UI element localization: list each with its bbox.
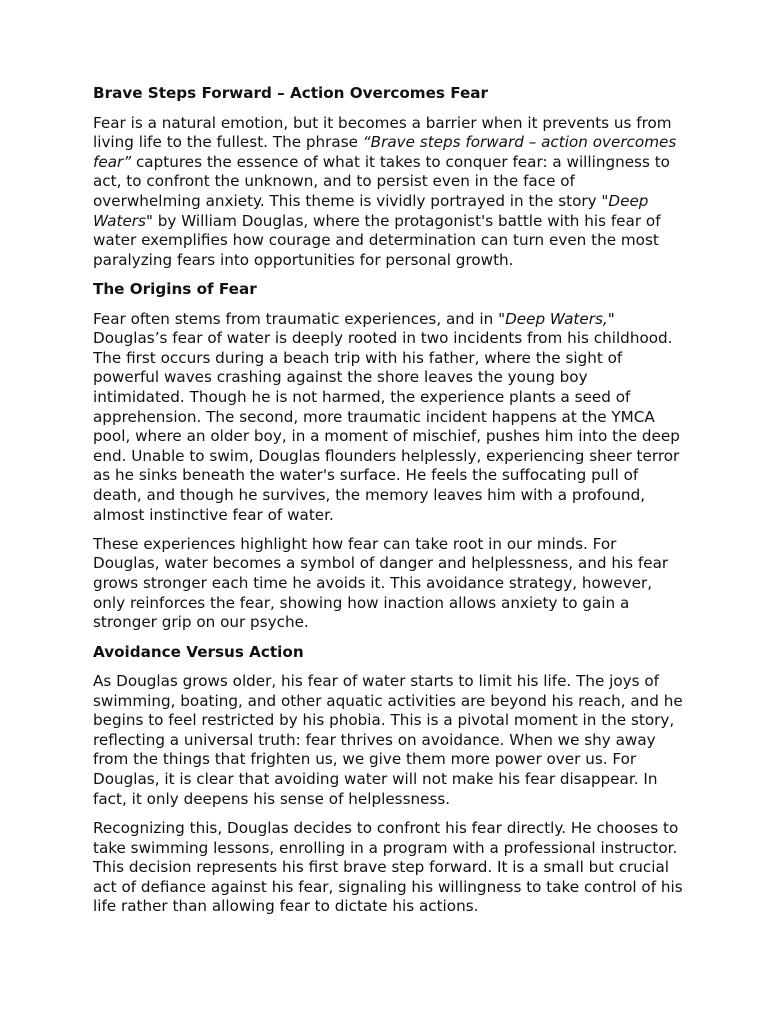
avoidance-paragraph-1: As Douglas grows older, his fear of water starts to limit his life. The joys of swimming, boating, and other aquatic activities are beyond his reach, and he begins to feel restricted by his phobia. This is a pivotal moment in the story, reflecting a universal truth: fear thrives on avoidance. When we shy away from the things that frighten us, we give them more power over us. For Douglas, it is clear that avoiding water will not make his fear disappear. In fact, it only deepens his sense of helplessness. <box>93 672 683 808</box>
intro-story-title: Deep Waters <box>93 191 649 230</box>
origins-paragraph-2: These experiences highlight how fear can take root in our minds. For Douglas, water becomes a symbol of danger and helplessness, and his fear grows stronger each time he avoids it. This avoidance strategy, however, only reinforces the fear, showing how inaction allows anxiety to gain a stronger grip on our psyche. <box>93 534 669 632</box>
intro-text-1: Fear is a natural emotion, but it becomes a barrier when it prevents us from living life to the fullest. The phrase <box>93 113 672 152</box>
intro-quote: “Brave steps forward – action overcomes fear” <box>93 133 677 171</box>
intro-text-3: " by William Douglas, where the protagonist's battle with his fear of water exemplifies how courage and determination can turn even the most paralyzing fears into opportunities for personal growth. <box>93 211 661 269</box>
origins-paragraph-1 <box>93 310 683 526</box>
intro-text-2: captures the essence of what it takes to conquer fear: a willingness to act, to confront the unknown, and to persist even in the face of overwhelming anxiety. This theme is vividly portrayed in the story " <box>93 152 670 210</box>
document-page <box>93 84 683 927</box>
document-title: Brave Steps Forward – Action Overcomes Fear <box>93 84 489 102</box>
origins-story-title: Deep Waters, <box>505 309 608 328</box>
origins-text-2: " Douglas’s fear of water is deeply rooted in two incidents from his childhood. The first occurs during a beach trip with his father, where the sight of powerful waves crashing against the shore leaves the young boy intimidated. Though he is not harmed, the experience plants a seed of apprehension. The second, more traumatic incident happens at the YMCA pool, where an older boy, in a moment of mischief, pushes him into the deep end. Unable to swim, Douglas flounders helplessly, experiencing sheer terror as he sinks beneath the water's surface. He feels the suffocating pull of death, and though he survives, the memory leaves him with a profound, almost instinctive fear of water. <box>93 309 680 524</box>
section-heading-avoidance: Avoidance Versus Action <box>93 642 304 661</box>
section-heading-origins: The Origins of Fear <box>93 280 257 299</box>
origins-text-1: Fear often stems from traumatic experiences, and in " <box>93 309 506 328</box>
intro-paragraph <box>93 114 683 271</box>
avoidance-paragraph-2: Recognizing this, Douglas decides to confront his fear directly. He chooses to take swimming lessons, enrolling in a program with a professional instructor. This decision represents his first brave step forward. It is a small but crucial act of defiance against his fear, signaling his willingness to take control of his life rather than allowing fear to dictate his actions. <box>93 818 683 916</box>
